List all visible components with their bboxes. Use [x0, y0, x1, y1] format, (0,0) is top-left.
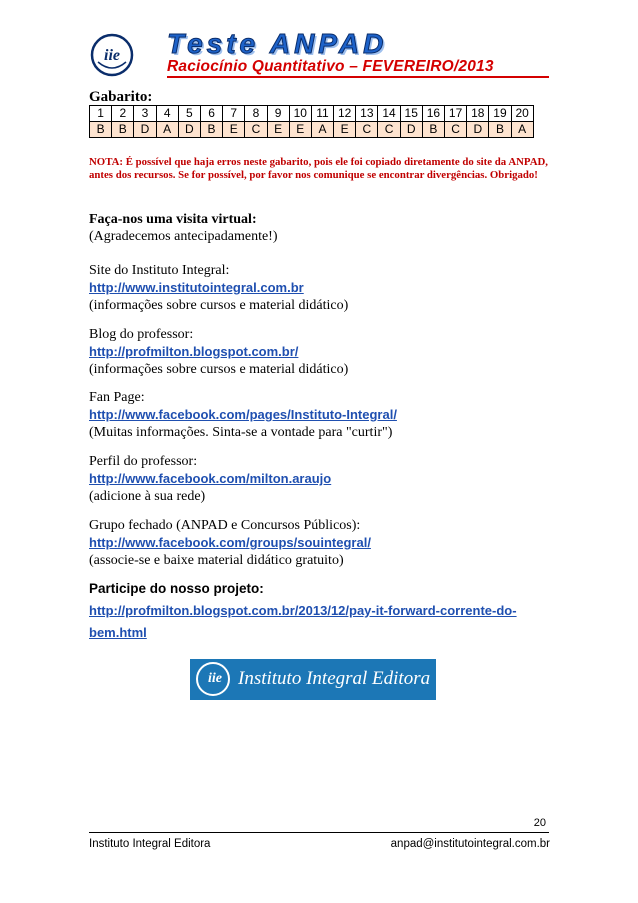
link-block-group — [89, 517, 559, 569]
project-heading: Participe do nosso projeto: — [89, 581, 264, 596]
link-block-blog — [89, 326, 559, 378]
question-number: 14 — [378, 106, 400, 122]
question-number: 20 — [511, 106, 533, 122]
answer-cell: B — [200, 122, 222, 138]
link-block-site — [89, 262, 559, 314]
answer-cell: E — [334, 122, 356, 138]
link-description: (informações sobre cursos e material didático) — [89, 298, 349, 313]
answer-cell: B — [489, 122, 511, 138]
logo-text: iie — [104, 47, 120, 64]
answer-cell: E — [289, 122, 311, 138]
profile-link[interactable]: http://www.facebook.com/milton.araujo — [89, 471, 332, 486]
question-number-row — [90, 106, 534, 122]
question-number: 2 — [112, 106, 134, 122]
answer-cell: A — [311, 122, 333, 138]
question-number: 8 — [245, 106, 267, 122]
link-description: (informações sobre cursos e material didático) — [89, 362, 349, 377]
answer-cell: C — [445, 122, 467, 138]
question-number: 19 — [489, 106, 511, 122]
link-block-profile — [89, 453, 559, 505]
answer-cell: D — [467, 122, 489, 138]
group-link[interactable]: http://www.facebook.com/groups/souintegral/ — [89, 535, 371, 550]
iie-logo-icon — [89, 32, 135, 78]
answer-row — [90, 122, 534, 138]
footer-email: anpad@institutointegral.com.br — [390, 838, 550, 850]
question-number: 1 — [90, 106, 112, 122]
link-label: Perfil do professor: — [89, 454, 198, 469]
question-number: 10 — [289, 106, 311, 122]
footer-divider — [89, 832, 549, 833]
answer-cell: B — [112, 122, 134, 138]
question-number: 11 — [311, 106, 333, 122]
question-number: 17 — [445, 106, 467, 122]
question-number: 13 — [356, 106, 378, 122]
question-number: 16 — [422, 106, 444, 122]
answer-cell: D — [400, 122, 422, 138]
answer-cell: C — [356, 122, 378, 138]
fanpage-link[interactable]: http://www.facebook.com/pages/Instituto-Integral/ — [89, 407, 397, 422]
answer-cell: C — [378, 122, 400, 138]
visit-subheading: (Agradecemos antecipadamente!) — [89, 229, 278, 244]
banner-text: Instituto Integral Editora — [238, 668, 431, 689]
question-number: 15 — [400, 106, 422, 122]
link-description: (adicione à sua rede) — [89, 489, 206, 504]
question-number: 6 — [200, 106, 222, 122]
link-description: (associe-se e baixe material didático gratuito) — [89, 553, 344, 568]
link-label: Site do Instituto Integral: — [89, 263, 230, 278]
question-number: 18 — [467, 106, 489, 122]
answer-cell: A — [156, 122, 178, 138]
site-link[interactable]: http://www.institutointegral.com.br — [89, 280, 304, 295]
answer-cell: E — [267, 122, 289, 138]
answer-cell: B — [422, 122, 444, 138]
visit-heading: Faça-nos uma visita virtual: — [89, 212, 257, 227]
footer-publisher: Instituto Integral Editora — [89, 838, 211, 850]
question-number: 3 — [134, 106, 156, 122]
answer-cell: E — [223, 122, 245, 138]
project-link-line2[interactable]: bem.html — [89, 625, 147, 640]
page-title: Teste ANPAD — [167, 28, 388, 59]
page-subtitle: Raciocínio Quantitativo – FEVEREIRO/2013 — [167, 58, 494, 75]
question-number: 4 — [156, 106, 178, 122]
header-divider — [167, 76, 549, 78]
project-link-block — [89, 600, 549, 644]
page-header — [89, 30, 549, 80]
link-label: Grupo fechado (ANPAD e Concursos Públicos): — [89, 518, 361, 533]
link-block-fanpage — [89, 389, 559, 441]
answer-cell: D — [178, 122, 200, 138]
answer-cell: B — [90, 122, 112, 138]
answer-cell: D — [134, 122, 156, 138]
answer-cell: C — [245, 122, 267, 138]
link-label: Fan Page: — [89, 390, 145, 405]
question-number: 9 — [267, 106, 289, 122]
errata-note: NOTA: É possível que haja erros neste gabarito, pois ele foi copiado diretamente do site da ANPAD, antes dos recursos. Se for possível, por favor nos comunique se encontrar divergências. Obrigado! — [89, 156, 548, 181]
publisher-banner — [190, 659, 436, 700]
banner-logo-text: iie — [208, 671, 222, 686]
blog-link[interactable]: http://profmilton.blogspot.com.br/ — [89, 344, 299, 359]
banner-logo-icon — [196, 662, 230, 696]
project-link-line1[interactable]: http://profmilton.blogspot.com.br/2013/12/pay-it-forward-corrente-do- — [89, 603, 517, 618]
answer-cell: A — [511, 122, 533, 138]
answer-key-table — [89, 105, 534, 138]
question-number: 7 — [223, 106, 245, 122]
link-label: Blog do professor: — [89, 327, 194, 342]
link-description: (Muitas informações. Sinta-se a vontade para "curtir") — [89, 425, 393, 440]
question-number: 5 — [178, 106, 200, 122]
gabarito-label: Gabarito: — [89, 89, 153, 105]
page-number: 20 — [533, 817, 546, 829]
question-number: 12 — [334, 106, 356, 122]
visit-section — [89, 211, 559, 245]
